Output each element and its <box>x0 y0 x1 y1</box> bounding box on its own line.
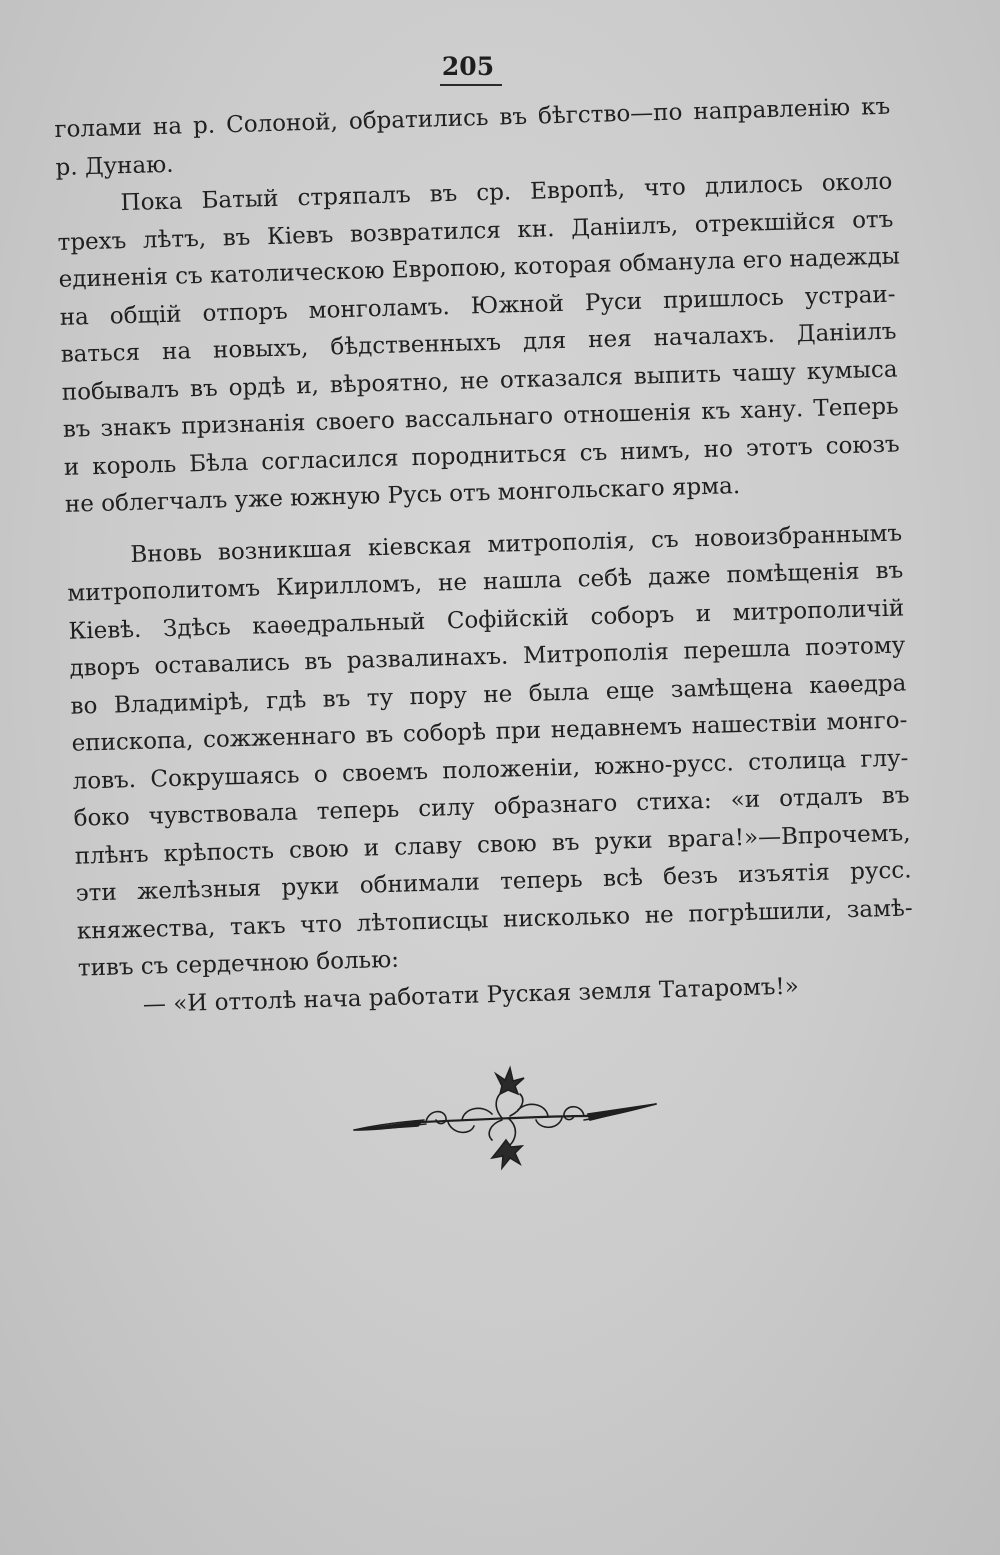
text-line: дворъ оставались въ развалинахъ. Митрополія перешла поэтому <box>69 632 906 682</box>
ornament-divider-icon <box>352 1064 658 1172</box>
text-line: голами на р. Солоной, обратились въ бѣгство—по направленію къ <box>54 93 891 143</box>
text-line: единенія съ католическою Европою, которая обманула его надежды <box>58 243 901 293</box>
text-line: боко чувствовала теперь силу образнаго стиха: «и отдалъ въ <box>73 782 910 832</box>
text-line: и король Бѣла согласился породниться съ нимъ, но этотъ союзъ <box>63 431 900 481</box>
text-line: во Владимірѣ, гдѣ въ ту пору не была еще замѣщена каѳедра <box>70 669 907 720</box>
page-number-underline <box>440 84 502 86</box>
text-line: митрополитомъ Кирилломъ, не нашла себѣ даже помѣщенія въ <box>67 557 904 607</box>
text-line: ваться на новыхъ, бѣдственныхъ для нея началахъ. Даніилъ <box>60 318 897 368</box>
text-line: въ знакъ признанія своего вассальнаго отношенія къ хану. Теперь <box>62 393 899 443</box>
text-line: ловъ. Сокрушаясь о своемъ положеніи, южно-русс. столица глу- <box>72 744 909 795</box>
text-line: трехъ лѣтъ, въ Кіевъ возвратился кн. Даніилъ, отрекшійся отъ <box>57 206 894 256</box>
body-text <box>54 89 915 1026</box>
text-line: княжества, такъ что лѣтописцы нисколько не погрѣшили, замѣ- <box>76 894 913 945</box>
text-line: плѣнъ крѣпость свою и славу свою въ руки врага!»—Впрочемъ, <box>74 819 911 870</box>
text-line: Пока Батый стряпалъ въ ср. Европѣ, что длилось около <box>120 168 893 217</box>
text-line: не облегчалъ уже южную Русь отъ монгольскаго ярма. <box>64 472 741 518</box>
text-line: тивъ съ сердечною болью: <box>77 946 400 982</box>
text-line: эти желѣзныя руки обнимали теперь всѣ безъ изъятія русс. <box>75 857 912 907</box>
text-line: на общій отпоръ монголамъ. Южной Руси пришлось устраи- <box>59 281 896 331</box>
text-line: — «И оттолѣ нача работати Руская земля Татаромъ!» <box>142 973 800 1018</box>
text-line: побывалъ въ ордѣ и, вѣроятно, не отказался выпить чашу кумыса <box>61 356 898 406</box>
text-line: Кіевѣ. Здѣсь каѳедральный Софійскій соборъ и митрополичій <box>68 594 905 645</box>
text-line: епископа, сожженнаго въ соборѣ при недавнемъ нашествіи монго- <box>71 707 908 757</box>
page-number: 205 <box>441 52 495 81</box>
text-line: р. Дунаю. <box>55 151 174 181</box>
text-line: Вновь возникшая кіевская митрополія, съ новоизбраннымъ <box>130 519 903 568</box>
